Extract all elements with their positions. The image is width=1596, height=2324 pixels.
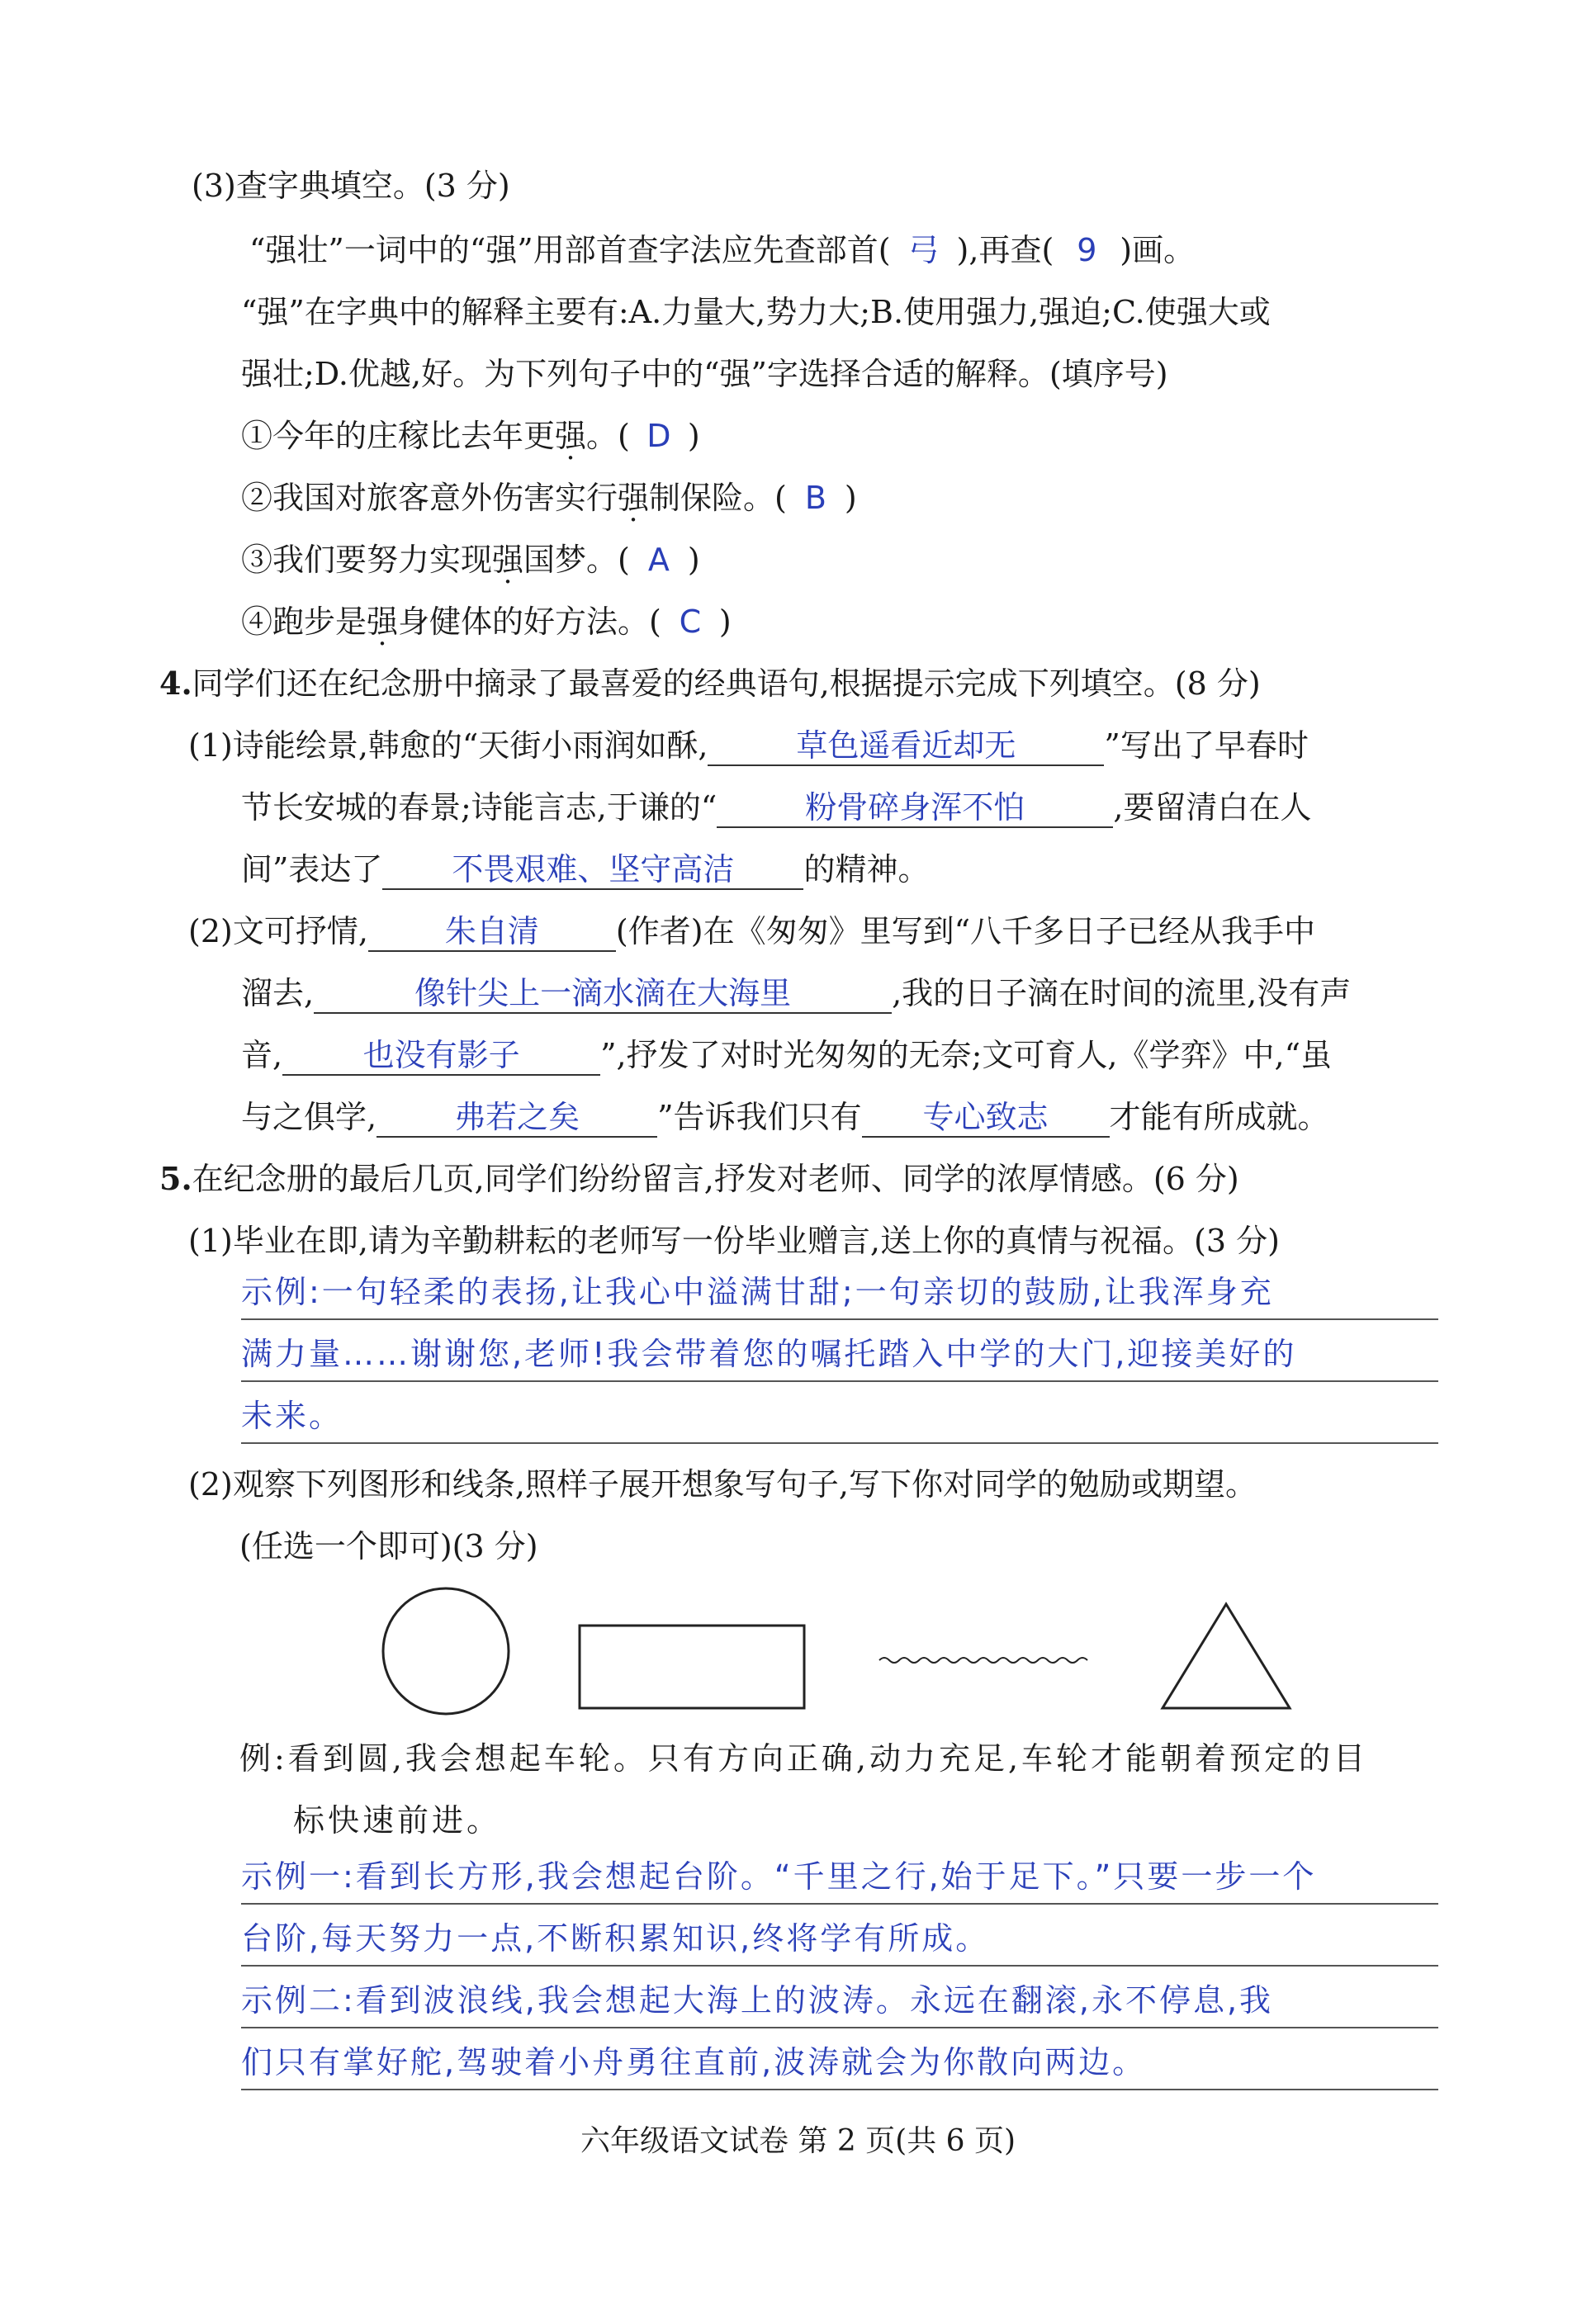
answer-item-1: D: [646, 418, 671, 454]
dotted-char: 强: [492, 542, 524, 578]
q3-line1-a: “强壮”一词中的“强”用部首查字法应先查部首(: [249, 232, 891, 268]
shapes-figure: [363, 1581, 1313, 1721]
q4-p2-line2: 溜去, 像针尖上一滴水滴在大海里 ,我的日子滴在时间的流里,没有声: [241, 973, 1351, 1014]
writing-line: [241, 1380, 1438, 1382]
answer-blank: 草色遥看近却无: [708, 727, 1104, 766]
answer-item-2: B: [804, 480, 826, 516]
q3-item-4: ④跑步是强身健体的好方法。( C ): [241, 601, 732, 642]
q4-p1-line2: 节长安城的春景;诗能言志,于谦的“ 粉骨碎身浑不怕 ,要留清白在人: [241, 787, 1311, 828]
q5-p1: (1)毕业在即,请为辛勤耕耘的老师写一份毕业赠言,送上你的真情与祝福。(3 分): [188, 1223, 1280, 1259]
wavy-line-shape: [879, 1658, 1087, 1663]
q5-p2-note: (任选一个即可)(3 分): [239, 1528, 538, 1564]
page-footer: 六年级语文试卷 第 2 页(共 6 页): [580, 2124, 1016, 2158]
writing-line: [241, 1965, 1438, 1967]
rectangle-shape: [580, 1626, 804, 1708]
writing-line: [241, 1903, 1438, 1905]
q3-item-3: ③我们要努力实现强国梦。( A ): [241, 539, 700, 580]
q4-number: 4.: [159, 665, 192, 702]
q3-line1-b: ),再查(: [956, 232, 1054, 268]
q5-p1-answer-line: 满力量……谢谢您,老师!我会带着您的嘱托踏入中学的大门,迎接美好的: [241, 1336, 1297, 1372]
writing-line: [241, 1318, 1438, 1320]
q4-p2-line3: 音, 也没有影子 ”,抒发了对时光匆匆的无奈;文可育人,《学弈》中,“虽: [241, 1034, 1332, 1076]
q5-p2: (2)观察下列图形和线条,照样子展开想象写句子,写下你对同学的勉励或期望。: [188, 1466, 1257, 1503]
answer-blank: 弗若之矣: [377, 1098, 657, 1138]
q3-header: (3)查字典填空。(3 分): [192, 168, 510, 204]
dotted-char: 强: [367, 603, 399, 640]
answer-stroke-count: 9: [1077, 232, 1097, 268]
q4-p1-line3: 间”表达了 不畏艰难、坚守高洁 的精神。: [241, 849, 929, 890]
q3-line1-c: )画。: [1120, 232, 1196, 268]
dotted-char: 强: [555, 418, 587, 454]
q3-line3: 强壮;D.优越,好。为下列句子中的“强”字选择合适的解释。(填序号): [241, 356, 1168, 392]
q5-p2-answer-line: 示例一:看到长方形,我会想起台阶。“千里之行,始于足下。”只要一步一个: [241, 1858, 1317, 1895]
q5-p1-answer-line: 未来。: [241, 1398, 343, 1434]
answer-blank: 粉骨碎身浑不怕: [717, 788, 1113, 828]
q3-item-2: ②我国对旅客意外伤害实行强制保险。( B ): [241, 477, 857, 518]
q5-number: 5.: [159, 1160, 192, 1197]
q4-p1-line1: (1)诗能绘景,韩愈的“天街小雨润如酥, 草色遥看近却无 ”写出了早春时: [188, 725, 1309, 766]
q3-line1: [249, 230, 1195, 271]
writing-line: [241, 2027, 1438, 2028]
q4-header: 4.同学们还在纪念册中摘录了最喜爱的经典语句,根据提示完成下列填空。(8 分): [159, 665, 1261, 702]
writing-line: [241, 1442, 1438, 1444]
q4-p2-line4: 与之俱学, 弗若之矣 ”告诉我们只有 专心致志 才能有所成就。: [241, 1096, 1329, 1138]
triangle-shape: [1163, 1604, 1290, 1708]
q5-p2-answer-line: 示例二:看到波浪线,我会想起大海上的波涛。永远在翻滚,永不停息,我: [241, 1982, 1274, 2019]
answer-blank: 不畏艰难、坚守高洁: [382, 850, 803, 890]
q3-line2: “强”在字典中的解释主要有:A.力量大,势力大;B.使用强力,强迫;C.使强大或: [241, 294, 1271, 330]
answer-bushou: 弓: [907, 232, 940, 268]
answer-blank: 专心致志: [862, 1098, 1110, 1138]
q5-header: 5.在纪念册的最后几页,同学们纷纷留言,抒发对老师、同学的浓厚情感。(6 分): [159, 1160, 1239, 1197]
q5-example-line1: 例:看到圆,我会想起车轮。只有方向正确,动力充足,车轮才能朝着预定的目: [239, 1740, 1369, 1777]
answer-blank: 朱自清: [368, 912, 616, 952]
q5-example-line2: 标快速前进。: [293, 1802, 502, 1839]
q5-p2-answer-line: 们只有掌好舵,驾驶着小舟勇往直前,波涛就会为你散向两边。: [241, 2044, 1147, 2080]
answer-blank: 也没有影子: [282, 1036, 600, 1076]
dotted-char: 强: [618, 480, 650, 516]
answer-item-3: A: [647, 542, 670, 578]
q4-p2-line1: (2)文可抒情, 朱自清 (作者)在《匆匆》里写到“八千多日子已经从我手中: [188, 911, 1315, 952]
q5-p1-answer-line: 示例:一句轻柔的表扬,让我心中溢满甘甜;一句亲切的鼓励,让我浑身充: [241, 1274, 1274, 1310]
circle-shape: [383, 1588, 509, 1714]
writing-line: [241, 2089, 1438, 2090]
q3-item-1: ①今年的庄稼比去年更强。( D ): [241, 415, 700, 457]
answer-blank: 像针尖上一滴水滴在大海里: [314, 974, 892, 1014]
answer-item-4: C: [679, 603, 702, 640]
q5-p2-answer-line: 台阶,每天努力一点,不断积累知识,终将学有所成。: [241, 1920, 990, 1957]
